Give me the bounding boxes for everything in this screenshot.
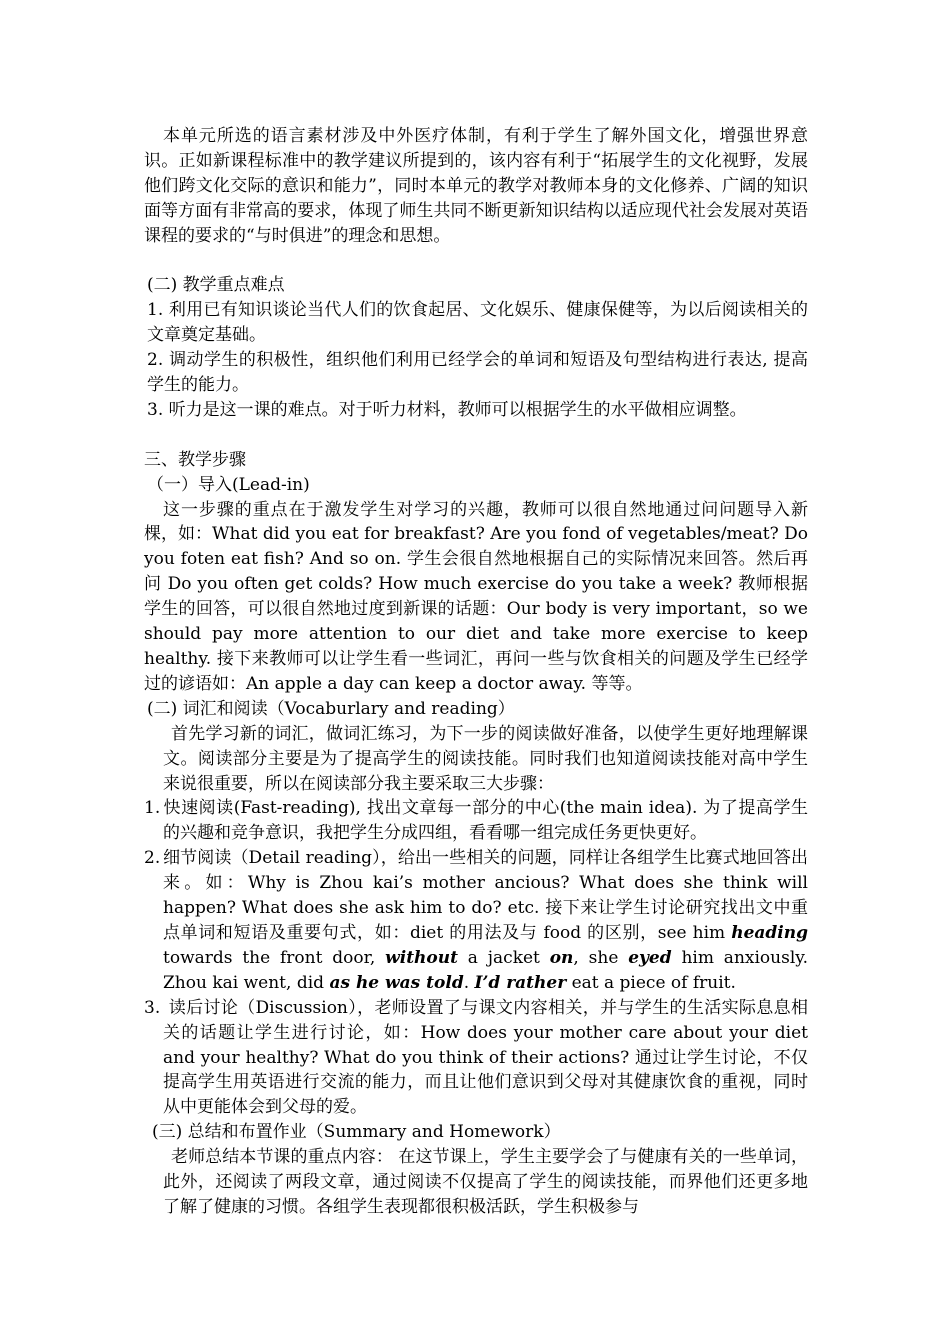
spacer — [144, 423, 808, 448]
reading-step-2-text: . — [463, 972, 475, 993]
reading-step-2-text: towards the front door, — [163, 947, 386, 968]
reading-step-2-text: eat a piece of fruit. — [566, 972, 736, 993]
summary-heading: (三) 总结和布置作业（Summary and Homework） — [152, 1122, 561, 1143]
reading-step-3 — [144, 996, 808, 1121]
reading-step-2-text: him anxiously. Zhou kai went, did — [163, 947, 809, 993]
reading-step-1-text: 快速阅读(Fast-reading), 找出文章每一部分的中心(the main idea). 为了提高学生的兴趣和竞争意识，我把学生分成四组，看看哪一组完成任务更快更好。 — [163, 798, 808, 844]
emphasis-as-he-was-told: as he was told — [329, 972, 464, 993]
reading-step-1-number: 1. — [144, 798, 161, 819]
reading-step-3-text: 读后讨论（Discussion），老师设置了与课文内容相关，并与学生的生活实际息息相关的话题让学生进行讨论，如：How does your mother care about your diet and your healthy? What do you think of their actions? 通过让学生讨论，不仅提高学生用英语进行交流的能力，而且让他们意识到父母对其健康饮食的重视，同时从中更能体会到父母的爱。 — [163, 997, 808, 1118]
reading-step-2-text: , she — [573, 947, 629, 968]
document-page — [144, 124, 808, 1220]
emphasis-heading: heading — [731, 922, 808, 943]
intro-paragraph: 本单元所选的语言素材涉及中外医疗体制，有利于学生了解外国文化，增强世界意识。正如新课程标准中的教学建议所提到的，该内容有利于“拓展学生的文化视野，发展他们跨文化交际的意识和能力”，同时本单元的教学对教师本身的文化修养、广阔的知识面等方面有非常高的要求，体现了师生共同不断更新知识结构以适应现代社会发展对英语课程的要求的“与时俱进”的理念和思想。 — [144, 126, 808, 246]
lead-in-heading: （一）导入(Lead-in) — [147, 474, 310, 495]
reading-step-1 — [144, 796, 808, 846]
reading-step-2-text: 细节阅读（Detail reading），给出一些相关的问题，同样让各组学生比赛式地回答出来。如：Why is Zhou kai’s mother ancious? What does she think will happen? What does she ask him to do? etc. 接下来让学生讨论研究找出文中重点单词和短语及重要句式，如：diet 的用法及与 food 的区别，see him — [163, 848, 808, 943]
vocab-body: 首先学习新的词汇，做词汇练习，为下一步的阅读做好准备，以使学生更好地理解课文。阅读部分主要是为了提高学生的阅读技能。同时我们也知道阅读技能对高中学生来说很重要，所以在阅读部分我主要采取三大步骤： — [163, 723, 808, 794]
emphasis-id-rather: I’d rather — [474, 972, 567, 993]
steps-heading: 三、教学步骤 — [144, 449, 246, 470]
emphasis-without: without — [385, 947, 458, 968]
emphasis-eyed: eyed — [628, 947, 672, 968]
vocab-heading: (二) 词汇和阅读（Vocaburlary and reading） — [147, 698, 515, 719]
lead-in-body: 这一步骤的重点在于激发学生对学习的兴趣，教师可以很自然地通过问问题导入新棵，如：What did you eat for breakfast? Are you fond of vegetables/meat? Do you foten eat fish? And so on. 学生会很自然地根据自己的实际情况来回答。然后再问 Do you often get colds? How much exercise do you take a week? 教师根据学生的回答，可以很自然地过度到新课的话题：Our body is very important，so we should pay more attention to our diet and take more exercise to keep healthy. 接下来教师可以让学生看一些词汇，再问一些与饮食相关的问题及学生已经学过的谚语如：An apple a day can keep a doctor away. 等等。 — [144, 499, 808, 694]
spacer — [144, 249, 808, 274]
summary-body: 老师总结本节课的重点内容： 在这节课上，学生主要学会了与健康有关的一些单词，此外，还阅读了两段文章，通过阅读不仅提高了学生的阅读技能，而界他们还更多地了解了健康的习惯。各组学生表现都很积极活跃，学生积极参与 — [163, 1147, 808, 1217]
key-point-2: 2. 调动学生的积极性，组织他们利用已经学会的单词和短语及句型结构进行表达, 提高学生的能力。 — [147, 350, 808, 396]
key-point-3: 3. 听力是这一课的难点。对于听力材料，教师可以根据学生的水平做相应调整。 — [147, 399, 747, 420]
reading-step-2-text: a jacket — [457, 947, 550, 968]
reading-step-2 — [144, 846, 808, 995]
reading-step-3-number: 3. — [144, 997, 161, 1018]
reading-step-2-number: 2. — [144, 848, 161, 869]
emphasis-on: on — [549, 947, 574, 968]
key-points-heading: (二) 教学重点难点 — [147, 275, 285, 296]
key-point-1: 1. 利用已有知识谈论当代人们的饮食起居、文化娱乐、健康保健等，为以后阅读相关的文章奠定基础。 — [147, 300, 808, 346]
